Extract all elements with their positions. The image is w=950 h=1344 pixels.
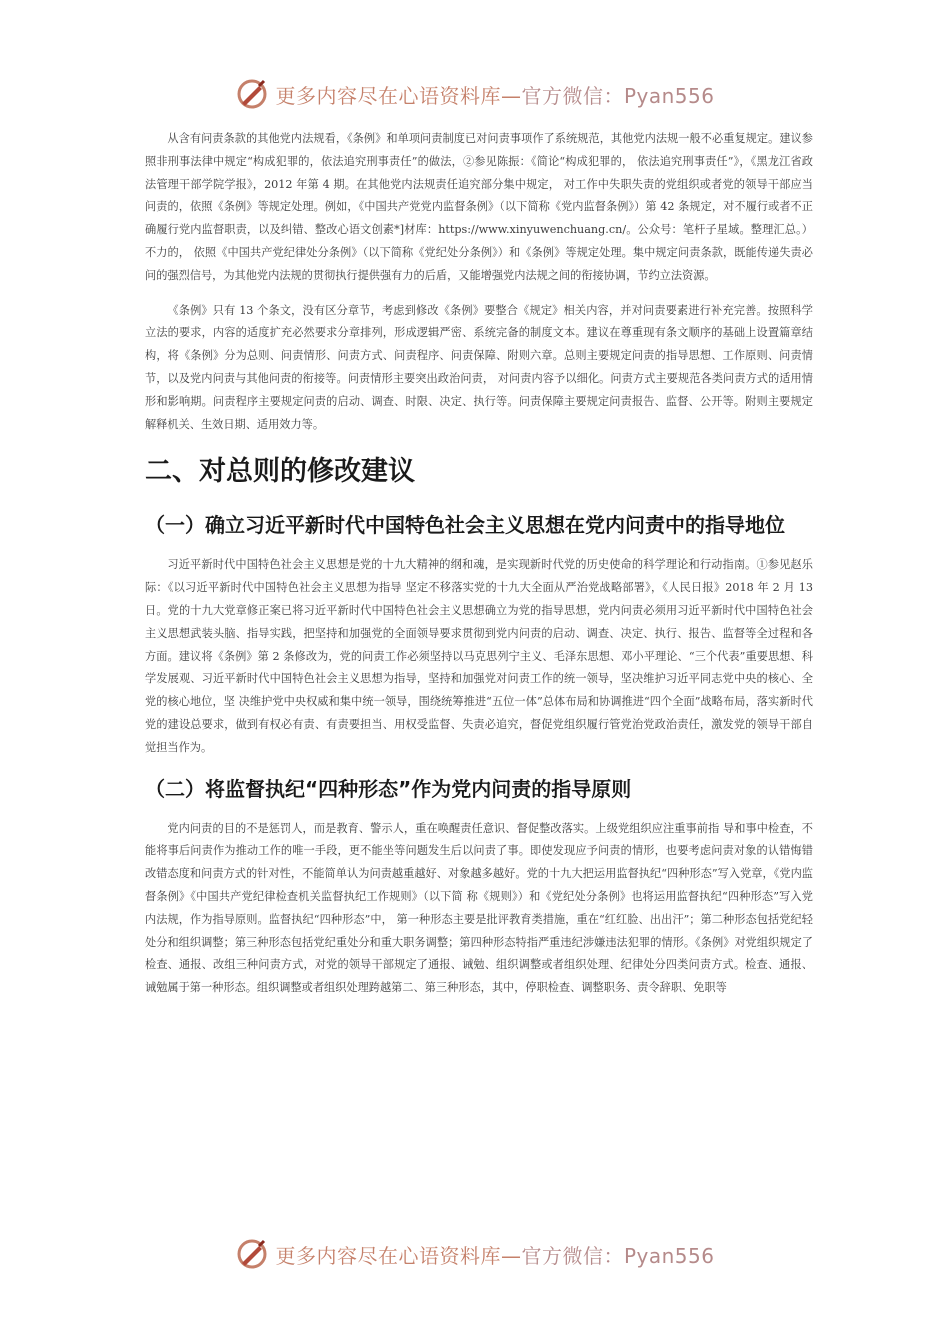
subheading-four-forms: （二）将监督执纪“四种形态”作为党内问责的指导原则: [145, 776, 632, 801]
banner-text: 更多内容尽在心语资料库—: [275, 83, 522, 108]
banner-wechat: 官方微信：Pyan556: [521, 1243, 715, 1268]
paragraph-problem-scope: 从含有问责条款的其他党内法规看，《条例》和单项问责制度已对问责事项作了系统规范，其他党内法规一般不必重复规定。建议参照非刑事法律中规定“构成犯罪的，依法追究刑事责任”的做法，②参见陈振：《简论“构成犯罪的， 依法追究刑事责任”》，《黑龙江省政法管理干部学院学报》，2012 年第 4 期。在其他党内法规责任追究部分集中规定， 对工作中失职失责的党组织或者党的领导干部应当问责的，依照《条例》等规定处理。例如，《中国共产党党内监督条例》（以下简称《党内监督条例》）第 42 条规定，对不履行或者不正确履行党内监督职责，以及纠错、整改心语文创素*]材库：https://www.xinyuwenchuang.cn/。公众号：笔杆子星域。整理汇总。）不力的， 依照《中国共产党纪律处分条例》（以下简称《党纪处分条例》）和《条例》等规定处理。集中规定问责条款，既能传递失责必问的强烈信号，为其他党内法规的贯彻执行提供强有力的后盾，又能增强党内法规之间的衔接协调，节约立法资源。: [145, 132, 813, 282]
banner-wechat: 官方微信：Pyan556: [521, 83, 715, 108]
subheading-guiding-thought: （一）确立习近平新时代中国特色社会主义思想在党内问责中的指导地位: [145, 513, 785, 538]
footer-watermark-banner: [0, 1234, 950, 1274]
banner-text: 更多内容尽在心语资料库—: [275, 1243, 522, 1268]
paragraph-guiding-thought: 习近平新时代中国特色社会主义思想是党的十九大精神的纲和魂，是实现新时代党的历史使命的科学理论和行动指南。①参见赵乐际：《以习近平新时代中国特色社会主义思想为指导 坚定不移落实党的十九大全面从严治党战略部署》，《人民日报》2018 年 2 月 13 日。党的十九大党章修正案已将习近平新时代中国特色社会主义思想确立为党的指导思想，党内问责必须用习近平新时代中国特色社会主义思想武装头脑、指导实践，把坚持和加强党的全面领导要求贯彻到党内问责的启动、调查、决定、执行、报告、监督等全过程和各方面。建议将《条例》第 2 条修改为，党的问责工作必须坚持以马克思列宁主义、毛泽东思想、邓小平理论、“三个代表”重要思想、科学发展观、习近平新时代中国特色社会主义思想为指导，坚持和加强党对问责工作的统一领导，坚决维护习近平同志党中央的核心、全党的核心地位，坚 决维护党中央权威和集中统一领导，围绕统筹推进“五位一体”总体布局和协调推进“四个全面”战略布局，落实新时代党的建设总要求，做到有权必有责、有责要担当、用权受监督、失责必追究，督促党组织履行管党治党政治责任，激发党的领导干部自觉担当作为。: [145, 558, 813, 754]
brush-logo-icon: [235, 1237, 269, 1271]
paragraph-four-forms: 党内问责的目的不是惩罚人，而是教育、警示人，重在唤醒责任意识、督促整改落实。上级党组织应注重事前指 导和事中检查，不能将事后问责作为推动工作的唯一手段，更不能坐等问题发生后以问责了事。即使发现应予问责的情形，也要考虑问责对象的认错悔错改错态度和问责方式的针对性，不能简单认为问责越重越好、对象越多越好。党的十九大把运用监督执纪“四种形态”写入党章，《党内监督条例》《中国共产党纪律检查机关监督执纪工作规则》（以下简 称《规则》）和《党纪处分条例》也将运用监督执纪“四种形态”写入党内法规，作为指导原则。监督执纪“四种形态”中， 第一种形态主要是批评教育类措施，重在“红红脸、出出汗”；第二种形态包括党纪轻处分和组织调整；第三种形态包括党纪重处分和重大职务调整；第四种形态特指严重违纪涉嫌违法犯罪的情形。《条例》对党组织规定了检查、通报、改组三种问责方式，对党的领导干部规定了通报、诫勉、组织调整或者组织处理、纪律处分四类问责方式。检查、通报、诫勉属于第一种形态。组织调整或者组织处理跨越第二、第三种形态，其中，停职检查、调整职务、责令辞职、免职等: [145, 821, 813, 995]
brush-logo-icon: [235, 77, 269, 111]
header-watermark-banner: [0, 74, 950, 114]
document-body: [145, 128, 813, 1000]
section-heading-general-provisions: 二、对总则的修改建议: [145, 456, 415, 488]
paragraph-structure-proposal: 《条例》只有 13 个条文，没有区分章节，考虑到修改《条例》要整合《规定》相关内容，并对问责要素进行补充完善。按照科学立法的要求，内容的适度扩充必然要求分章排列，形成逻辑严密、系统完备的制度文本。建议在尊重现有条文顺序的基础上设置篇章结构，将《条例》分为总则、问责情形、问责方式、问责程序、问责保障、附则六章。总则主要规定问责的指导思想、工作原则、问责情节，以及党内问责与其他问责的衔接等。问责情形主要突出政治问责， 对问责内容予以细化。问责方式主要规范各类问责方式的适用情形和影响期。问责程序主要规定问责的启动、调查、时限、决定、执行等。问责保障主要规定问责报告、监督、公开等。附则主要规定解释机关、生效日期、适用效力等。: [145, 303, 813, 431]
